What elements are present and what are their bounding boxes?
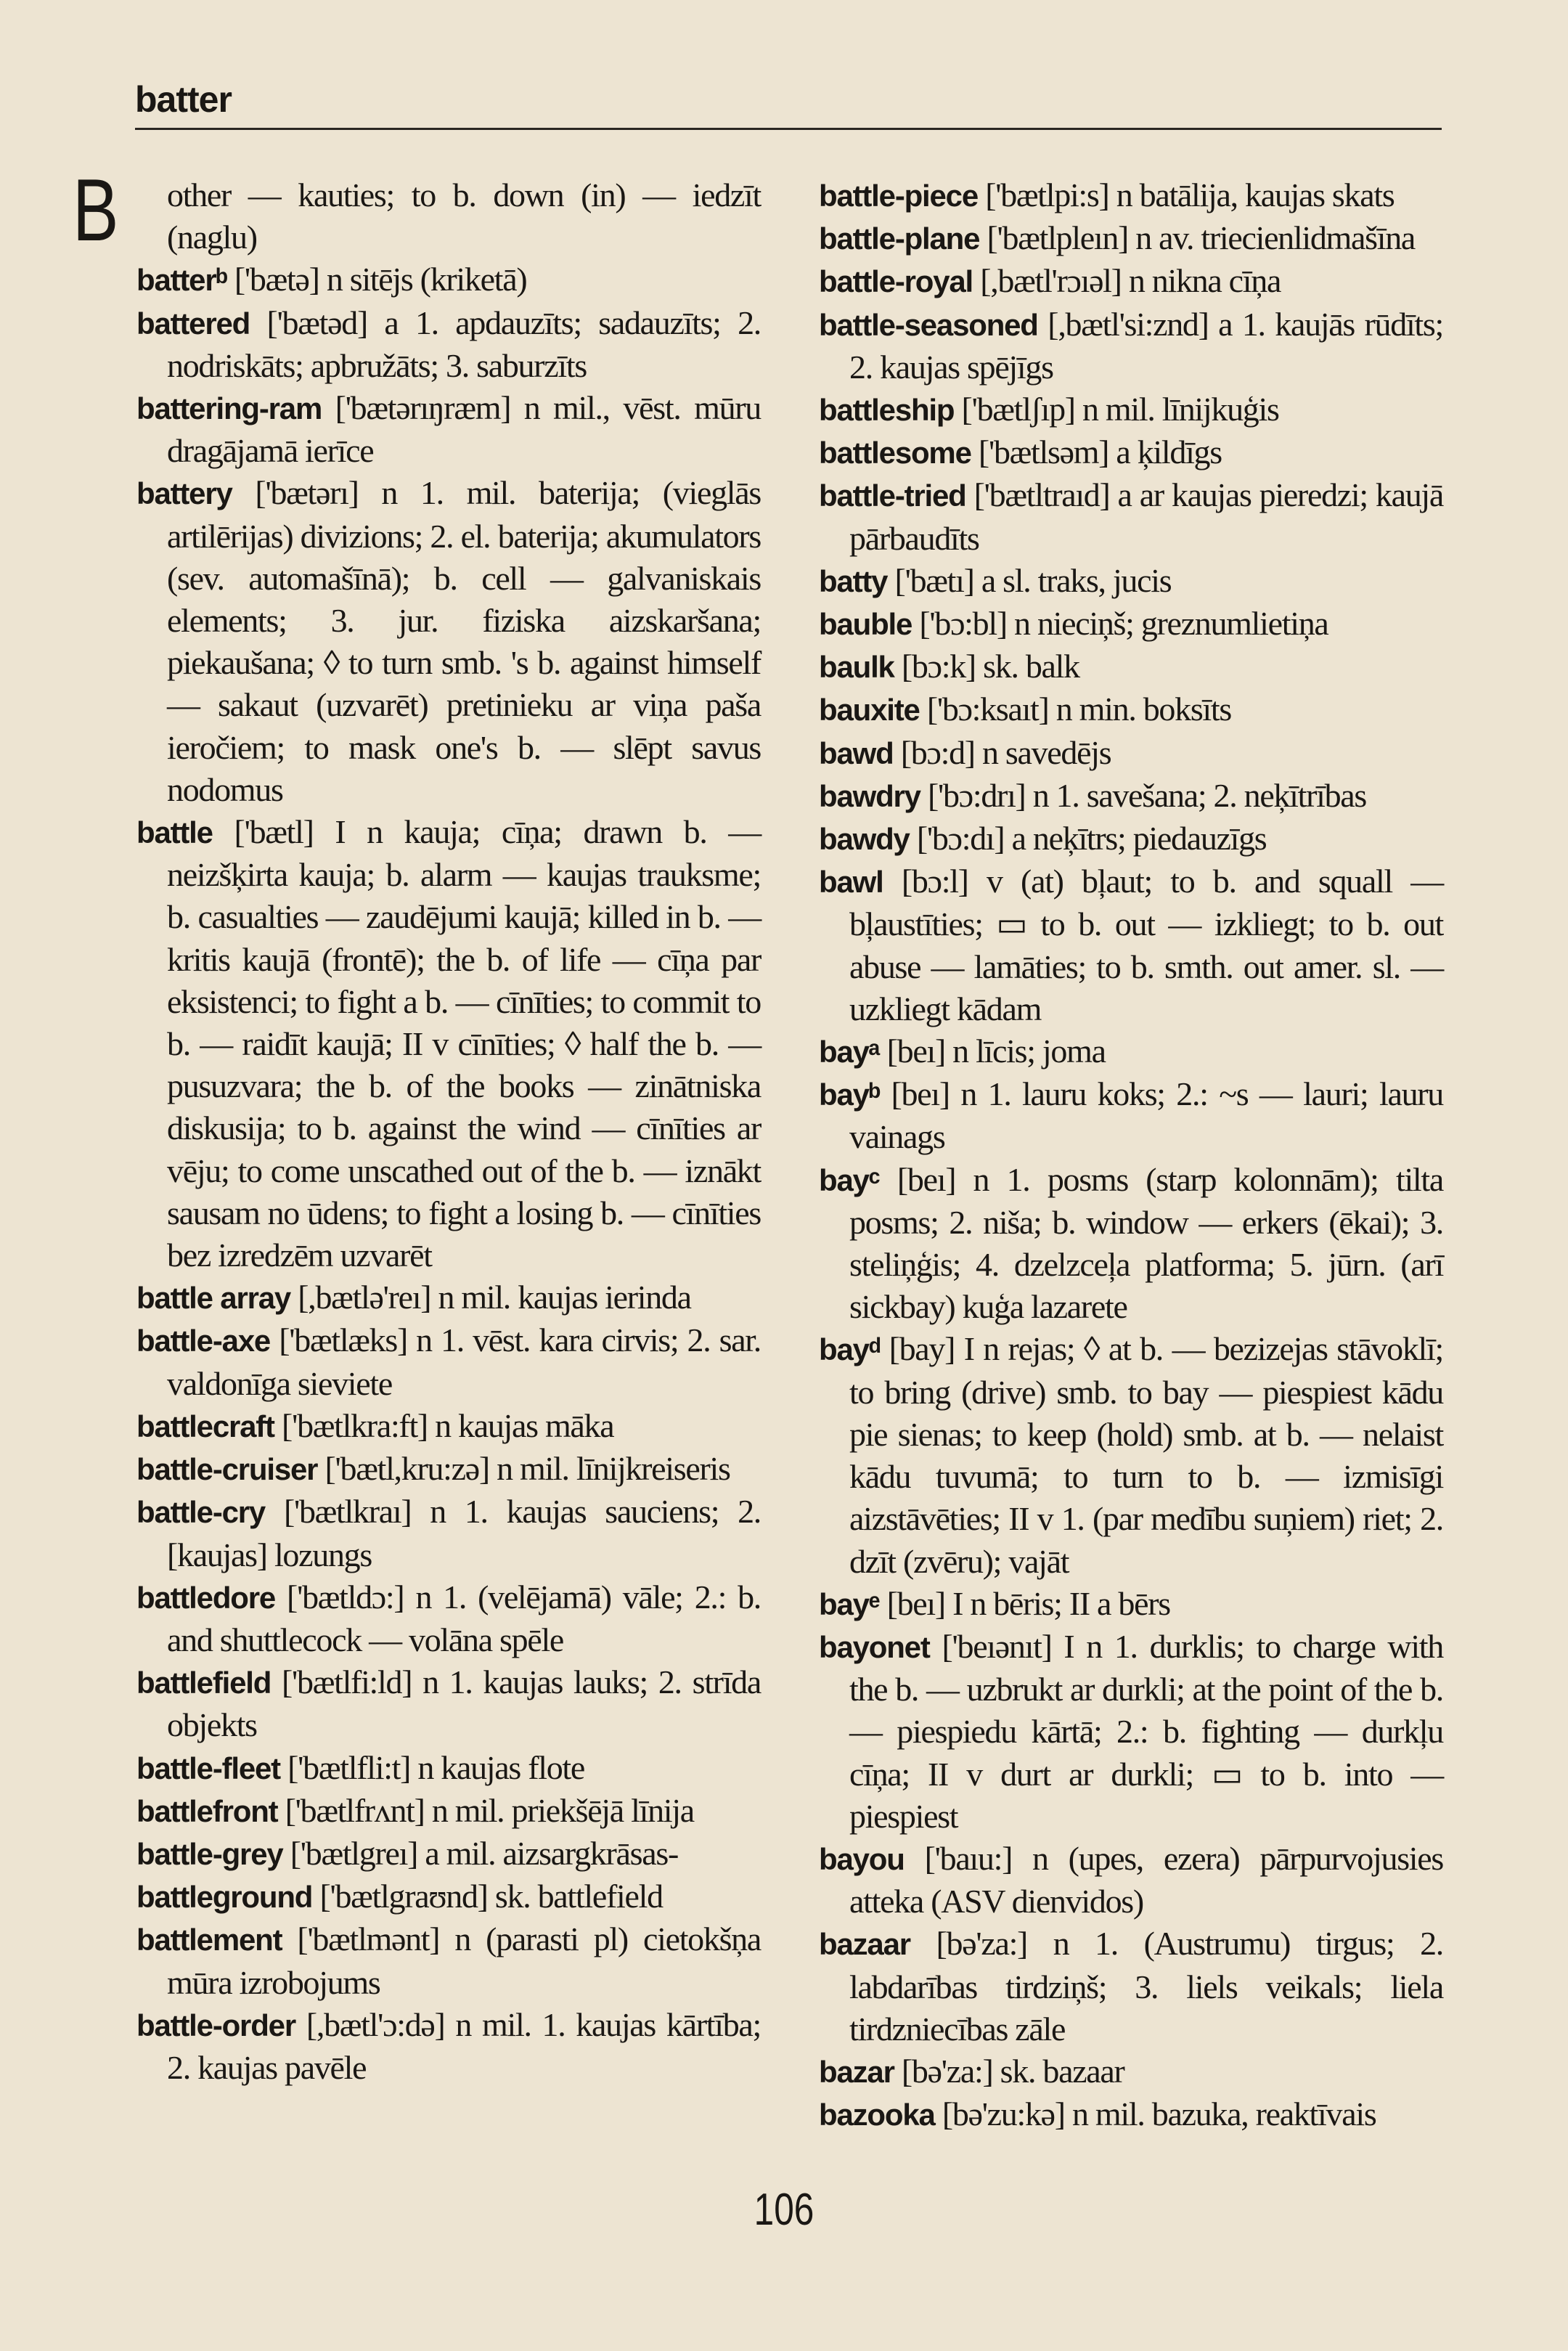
dictionary-entry — [819, 431, 1443, 474]
entry-definition: ['baıu:] n (upes, ezera) pārpurvojusies atteka (ASV dienvidos) — [849, 1839, 1443, 1920]
entry-headword: bawl — [819, 865, 883, 900]
entry-headword: bayᵈ — [819, 1332, 880, 1367]
header-rule — [135, 128, 1442, 130]
entry-definition: [bə'za:] n 1. (Austrumu) tirgus; 2. labdarības tirdziņš; 3. liels veikals; liela tirdzniecības zāle — [849, 1925, 1443, 2048]
dictionary-entry — [819, 303, 1443, 388]
dictionary-entry — [819, 174, 1443, 217]
dictionary-entry — [819, 1030, 1443, 1073]
entry-definition: ['bætlkra:ft] n kaujas māka — [274, 1406, 614, 1444]
dictionary-entry — [136, 1491, 761, 1576]
dictionary-entry — [136, 1448, 761, 1491]
entry-headword: bazaar — [819, 1927, 910, 1962]
entry-definition: [bay] I n rejas; ◊ at b. — bezizejas stāvoklī; to bring (drive) smb. to bay — piespiest kādu pie sienas; to keep (hold) smb. at b. — nelaist kādu tuvumā; to turn to b. — izmisīgi aizstāvēties; II v 1. (par medību suņiem) riet; 2. dzīt (zvēru); vajāt — [849, 1330, 1443, 1580]
entry-headword: bazooka — [819, 2098, 935, 2132]
dictionary-entry — [819, 818, 1443, 860]
entry-definition: [,bætl'ɔ:də] n mil. 1. kaujas kārtība; 2. kaujas pavēle — [167, 2005, 761, 2086]
entry-definition: ['bætl,kru:zə] n mil. līnijkreiseris — [317, 1450, 730, 1488]
entry-headword: batterᵇ — [136, 263, 227, 298]
dictionary-entry — [136, 1405, 761, 1448]
entry-headword: battle-cry — [136, 1495, 266, 1530]
entry-headword: battledore — [136, 1580, 276, 1615]
entry-definition: [beı] n 1. lauru koks; 2.: ~s — lauri; lauru vainags — [849, 1075, 1443, 1156]
dictionary-entry — [136, 1661, 761, 1746]
entry-definition: [bɔ:k] sk. balk — [894, 648, 1079, 685]
entry-headword: bayᵉ — [819, 1586, 880, 1621]
dictionary-entry — [819, 645, 1443, 688]
dictionary-entry — [819, 388, 1443, 431]
dictionary-entry — [136, 1319, 761, 1404]
entry-definition: ['bætltraıd] a ar kaujas pieredzi; kaujā pārbaudīts — [849, 476, 1443, 557]
dictionary-entry — [136, 387, 761, 472]
dictionary-entry — [136, 302, 761, 387]
dictionary-entry — [819, 860, 1443, 1030]
right-column — [819, 174, 1443, 2136]
entry-headword: battle-tried — [819, 478, 966, 513]
entry-definition: ['bɔ:dı] a neķītrs; piedauzīgs — [909, 820, 1267, 857]
entry-headword: battlecraft — [136, 1409, 274, 1443]
dictionary-entry — [819, 260, 1443, 303]
dictionary-entry — [819, 1923, 1443, 2050]
dictionary-entry — [819, 688, 1443, 731]
entry-definition: ['bætldɔ:] n 1. (velējamā) vāle; 2.: b. and shuttlecock — volāna spēle — [167, 1578, 761, 1658]
entry-headword: bayᵇ — [819, 1077, 880, 1112]
dictionary-entry — [136, 174, 761, 258]
entry-definition: [beı] n 1. posms (starp kolonnām); tilta posms; 2. niša; b. window — erkers (ēkai); 3. steliņģis; 4. dzelzceļa platforma; 5. jūrn. (arī sickbay) kuģa lazarete — [849, 1160, 1443, 1326]
dictionary-entry — [136, 2004, 761, 2089]
entry-definition: ['bætlʃıp] n mil. līnijkuģis — [954, 391, 1279, 428]
entry-definition: ['bætlsəm] a ķildīgs — [971, 433, 1222, 471]
entry-headword: battlement — [136, 1923, 282, 1957]
entry-headword: battle-fleet — [136, 1751, 280, 1785]
entry-definition: ['bætlmənt] n (parasti pl) cietokšņa mūra izrobojums — [167, 1920, 761, 2001]
entry-definition: [,bætl'rɔıəl] n nikna cīņa — [973, 262, 1281, 300]
entry-headword: bawdry — [819, 778, 920, 813]
entry-headword: battle-order — [136, 2008, 295, 2042]
entry-definition: ['bɔ:ksaıt] n min. boksīts — [919, 690, 1231, 728]
entry-definition: ['bætlæks] n 1. vēst. kara cirvis; 2. sar. valdonīga sieviete — [167, 1321, 761, 1402]
dictionary-entry — [136, 1918, 761, 2003]
entry-definition: ['bɔ:bl] n nieciņš; greznumlietiņa — [912, 605, 1328, 643]
entry-definition: ['bætlfli:t] n kaujas flote — [279, 1748, 584, 1786]
entry-definition: other — kauties; to b. down (in) — iedzīt (naglu) — [167, 176, 761, 256]
entry-headword: bawd — [819, 736, 894, 770]
dictionary-entry — [819, 1838, 1443, 1923]
dictionary-entry — [819, 1328, 1443, 1582]
entry-headword: bauble — [819, 607, 912, 642]
entry-headword: bayᵃ — [819, 1035, 880, 1069]
entry-headword: bazar — [819, 2054, 894, 2089]
entry-definition: [,bætlə'reı] n mil. kaujas ierinda — [290, 1279, 691, 1316]
dictionary-entry — [819, 1159, 1443, 1329]
entry-definition: [beı] n līcis; joma — [879, 1032, 1106, 1070]
entry-definition: ['bætlfi:ld] n 1. kaujas lauks; 2. strīda objekts — [167, 1663, 761, 1744]
entry-definition: ['bætlpi:s] n batālija, kaujas skats — [978, 176, 1395, 213]
entry-headword: bauxite — [819, 693, 920, 728]
dictionary-entry — [136, 1276, 761, 1319]
dictionary-entry — [819, 1583, 1443, 1626]
entry-definition: [beı] I n bēris; II a bērs — [879, 1584, 1170, 1622]
left-column — [136, 174, 761, 2089]
dictionary-entry — [819, 474, 1443, 559]
dictionary-entry — [136, 1747, 761, 1790]
entry-definition: ['beıənıt] I n 1. durklis; to charge with the b. — uzbrukt ar durkli; at the point of the b. — piespiedu kārtā; 2.: b. fighting — durkļu cīņa; II v durt ar durkli; ▭ to b. into — piespiest — [849, 1627, 1443, 1835]
entry-definition: ['bætərı] n 1. mil. baterija; (vieglās artilērijas) divizions; 2. el. baterija; akumulators (sev. automašīnā); b. cell — galvaniskais elements; 3. jur. fiziska aizskaršana; piekaušana; ◊ to turn smb. 's b. against himself — sakaut (uzvarēt) pretinieku ar viņa paša ieročiem; to mask one's b. — slēpt savus nodomus — [167, 474, 761, 808]
letter-tab: B — [73, 160, 119, 259]
entry-headword: battle-seasoned — [819, 307, 1038, 342]
entry-headword: battle-cruiser — [136, 1452, 318, 1487]
running-head: batter — [135, 79, 232, 120]
entry-headword: baulk — [819, 650, 894, 685]
entry-definition: ['bætlgraʊnd] sk. battlefield — [312, 1878, 663, 1915]
entry-definition: ['bætlfrʌnt] n mil. priekšējā līnija — [277, 1791, 694, 1829]
entry-headword: battle — [136, 815, 213, 850]
dictionary-entry — [136, 472, 761, 811]
dictionary-entry — [136, 258, 761, 301]
entry-headword: bayou — [819, 1841, 905, 1876]
entry-definition: ['bætəd] a 1. apdauzīts; sadauzīts; 2. nodriskāts; apbružāts; 3. saburzīts — [167, 303, 761, 384]
dictionary-entry — [819, 2050, 1443, 2093]
entry-definition: [bə'zu:kə] n mil. bazuka, reaktīvais — [934, 2095, 1376, 2133]
dictionary-entry — [819, 2093, 1443, 2136]
dictionary-entry — [136, 1875, 761, 1918]
entry-definition: ['bɔ:drı] n 1. savešana; 2. neķītrības — [920, 776, 1367, 814]
entry-headword: battered — [136, 306, 250, 341]
entry-definition: [,bætl'si:znd] a 1. kaujās rūdīts; 2. kaujas spējīgs — [849, 305, 1443, 386]
entry-headword: battle-grey — [136, 1836, 283, 1871]
entry-definition: ['bætlpleın] n av. triecienlidmašīna — [979, 219, 1416, 257]
dictionary-entry — [136, 811, 761, 1276]
entry-headword: battlefield — [136, 1666, 271, 1700]
dictionary-entry — [819, 775, 1443, 818]
entry-headword: bawdy — [819, 822, 910, 857]
entry-headword: battle-axe — [136, 1324, 271, 1358]
entry-definition: [bɔ:l] v (at) bļaut; to b. and squall — bļaustīties; ▭ to b. out — izkliegt; to b. out abuse — lamāties; to b. smth. out amer. sl. — uzkliegt kādam — [849, 863, 1443, 1027]
entry-headword: battle-plane — [819, 221, 980, 256]
dictionary-entry — [136, 1833, 761, 1875]
entry-headword: battleship — [819, 393, 955, 428]
entry-headword: battle-piece — [819, 179, 978, 213]
page-number: 106 — [754, 2185, 814, 2235]
entry-definition: ['bætə] n sitējs (kriketā) — [226, 261, 527, 298]
entry-headword: bayᶜ — [819, 1162, 880, 1197]
dictionary-entry — [819, 217, 1443, 260]
entry-definition: [bɔ:d] n savedējs — [893, 733, 1111, 771]
entry-headword: battlesome — [819, 436, 971, 470]
entry-definition: [bə'za:] sk. bazaar — [894, 2052, 1124, 2090]
entry-headword: bayonet — [819, 1629, 930, 1664]
entry-headword: battery — [136, 476, 232, 511]
dictionary-entry — [136, 1576, 761, 1661]
entry-headword: battle array — [136, 1281, 291, 1316]
entry-headword: battleground — [136, 1880, 313, 1915]
entry-definition: ['bætərıŋræm] n mil., vēst. mūru dragājamā ierīce — [167, 389, 761, 470]
entry-headword: battle-royal — [819, 264, 973, 299]
entry-definition: ['bætlkraı] n 1. kaujas sauciens; 2. [kaujas] lozungs — [167, 1493, 761, 1573]
entry-definition: ['bætlgreı] a mil. aizsargkrāsas- — [282, 1834, 678, 1872]
entry-headword: battering-ram — [136, 391, 322, 426]
dictionary-entry — [819, 1073, 1443, 1158]
entry-definition: ['bætl] I n kauja; cīņa; drawn b. — neizšķirta kauja; b. alarm — kaujas trauksme; b. casualties — zaudējumi kaujā; killed in b. — kritis kaujā (frontē); the b. of life — cīņa par eksistenci; to fight a b. — cīnīties; to commit to b. — raidīt kaujā; II v cīnīties; ◊ half the b. — pusuzvara; the b. of the books — zinātniska diskusija; to b. against the wind — cīnīties ar vēju; to come unscathed out of the b. — iznākt sausam no ūdens; to fight a losing b. — cīnīties bez izredzēm uzvarēt — [167, 813, 761, 1274]
dictionary-entry — [819, 732, 1443, 775]
dictionary-entry — [136, 1790, 761, 1833]
entry-headword: battlefront — [136, 1793, 278, 1828]
dictionary-entry — [819, 603, 1443, 645]
dictionary-entry — [819, 1626, 1443, 1838]
entry-headword: batty — [819, 563, 888, 598]
entry-definition: ['bætı] a sl. traks, jucis — [887, 561, 1172, 599]
dictionary-entry — [819, 560, 1443, 603]
